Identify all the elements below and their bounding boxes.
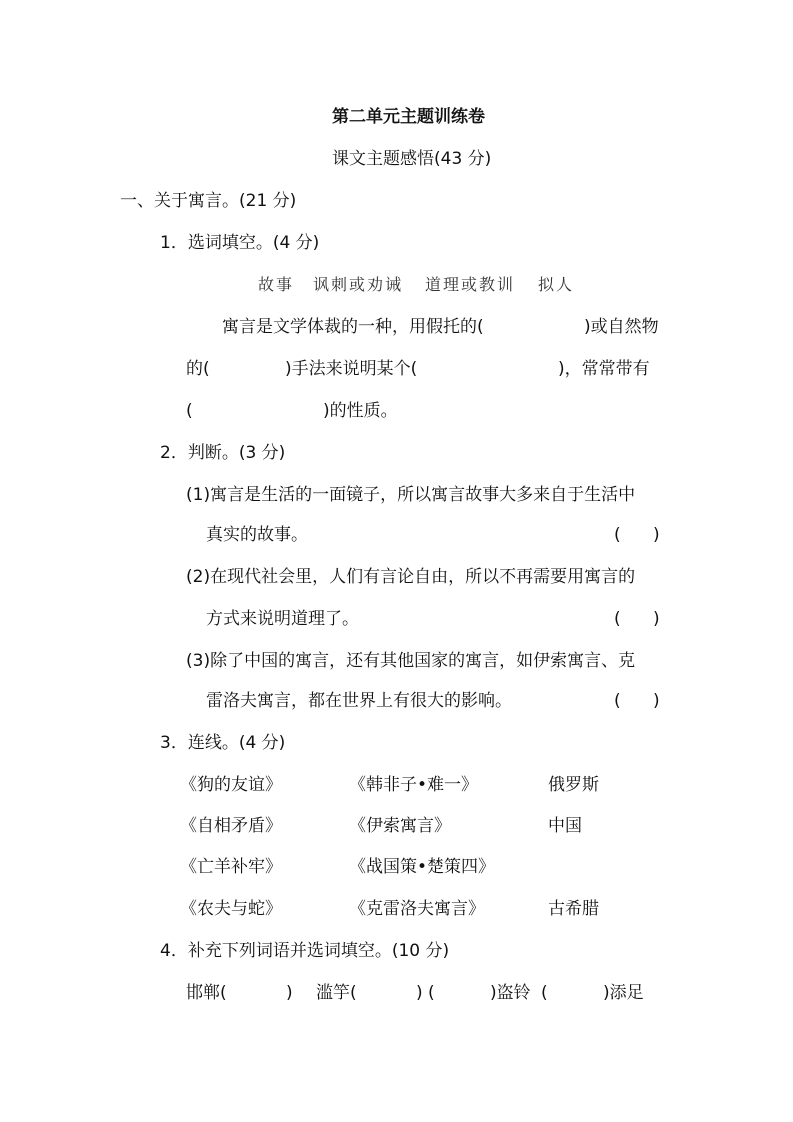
match-right-item[interactable]: 中国 <box>548 816 582 836</box>
idiom-part: 邯郸( <box>186 983 227 1003</box>
match-right-item[interactable]: 俄罗斯 <box>548 775 599 795</box>
match-middle-item[interactable]: 《克雷洛夫寓言》 <box>349 899 485 919</box>
word-bank-item: 道理或教训 <box>425 275 516 294</box>
section-heading: 一、关于寓言。(21 分) <box>120 191 297 211</box>
fill-text: )或自然物 <box>584 317 659 337</box>
question-4-label: 4．补充下列词语并选词填空。(10 分) <box>160 941 450 961</box>
match-right-item[interactable]: 古希腊 <box>548 899 599 919</box>
question-2-label: 2．判断。(3 分) <box>160 443 286 463</box>
fill-text: 的( <box>186 359 210 379</box>
fill-text: ( <box>186 401 193 421</box>
question-1-label: 1．选词填空。(4 分) <box>160 233 320 253</box>
word-bank-item: 故事 <box>258 275 295 294</box>
idiom-part: ) <box>416 983 423 1003</box>
answer-paren[interactable]: ( ) <box>614 525 660 545</box>
fill-text: )手法来说明某个( <box>285 359 418 379</box>
judge-item-1: (1)寓言是生活的一面镜子，所以寓言故事大多来自于生活中 <box>186 485 636 505</box>
idiom-part: 滥竽( <box>316 983 357 1003</box>
fill-text: )，常常带有 <box>558 359 650 379</box>
page-subtitle: 课文主题感悟(43 分) <box>332 149 492 169</box>
match-left-item[interactable]: 《农夫与蛇》 <box>180 899 282 919</box>
answer-paren[interactable]: ( ) <box>614 691 660 711</box>
judge-item-3-cont: 雷洛夫寓言，都在世界上有很大的影响。 <box>206 691 512 711</box>
match-middle-item[interactable]: 《伊索寓言》 <box>349 816 451 836</box>
judge-item-1-cont: 真实的故事。 <box>206 525 308 545</box>
idiom-part: ( <box>428 983 435 1003</box>
page-title: 第二单元主题训练卷 <box>332 107 485 127</box>
judge-item-3: (3)除了中国的寓言，还有其他国家的寓言，如伊索寓言、克 <box>186 651 636 671</box>
idiom-part: )添足 <box>603 983 644 1003</box>
word-bank-item: 拟人 <box>538 275 575 294</box>
match-middle-item[interactable]: 《韩非子•难一》 <box>349 775 479 795</box>
match-left-item[interactable]: 《自相矛盾》 <box>180 816 282 836</box>
judge-item-2: (2)在现代社会里，人们有言论自由，所以不再需要用寓言的 <box>186 567 636 587</box>
judge-item-2-cont: 方式来说明道理了。 <box>206 609 359 629</box>
match-left-item[interactable]: 《亡羊补牢》 <box>180 857 282 877</box>
match-middle-item[interactable]: 《战国策•楚策四》 <box>349 857 496 877</box>
fill-text: 寓言是文学体裁的一种，用假托的( <box>222 317 484 337</box>
fill-text: )的性质。 <box>323 401 398 421</box>
question-3-label: 3．连线。(4 分) <box>160 733 286 753</box>
match-left-item[interactable]: 《狗的友谊》 <box>180 775 282 795</box>
idiom-part: ) <box>286 983 293 1003</box>
idiom-part: ( <box>541 983 548 1003</box>
answer-paren[interactable]: ( ) <box>614 609 660 629</box>
word-bank-item: 讽刺或劝诫 <box>313 275 404 294</box>
idiom-part: )盗铃 <box>490 983 531 1003</box>
